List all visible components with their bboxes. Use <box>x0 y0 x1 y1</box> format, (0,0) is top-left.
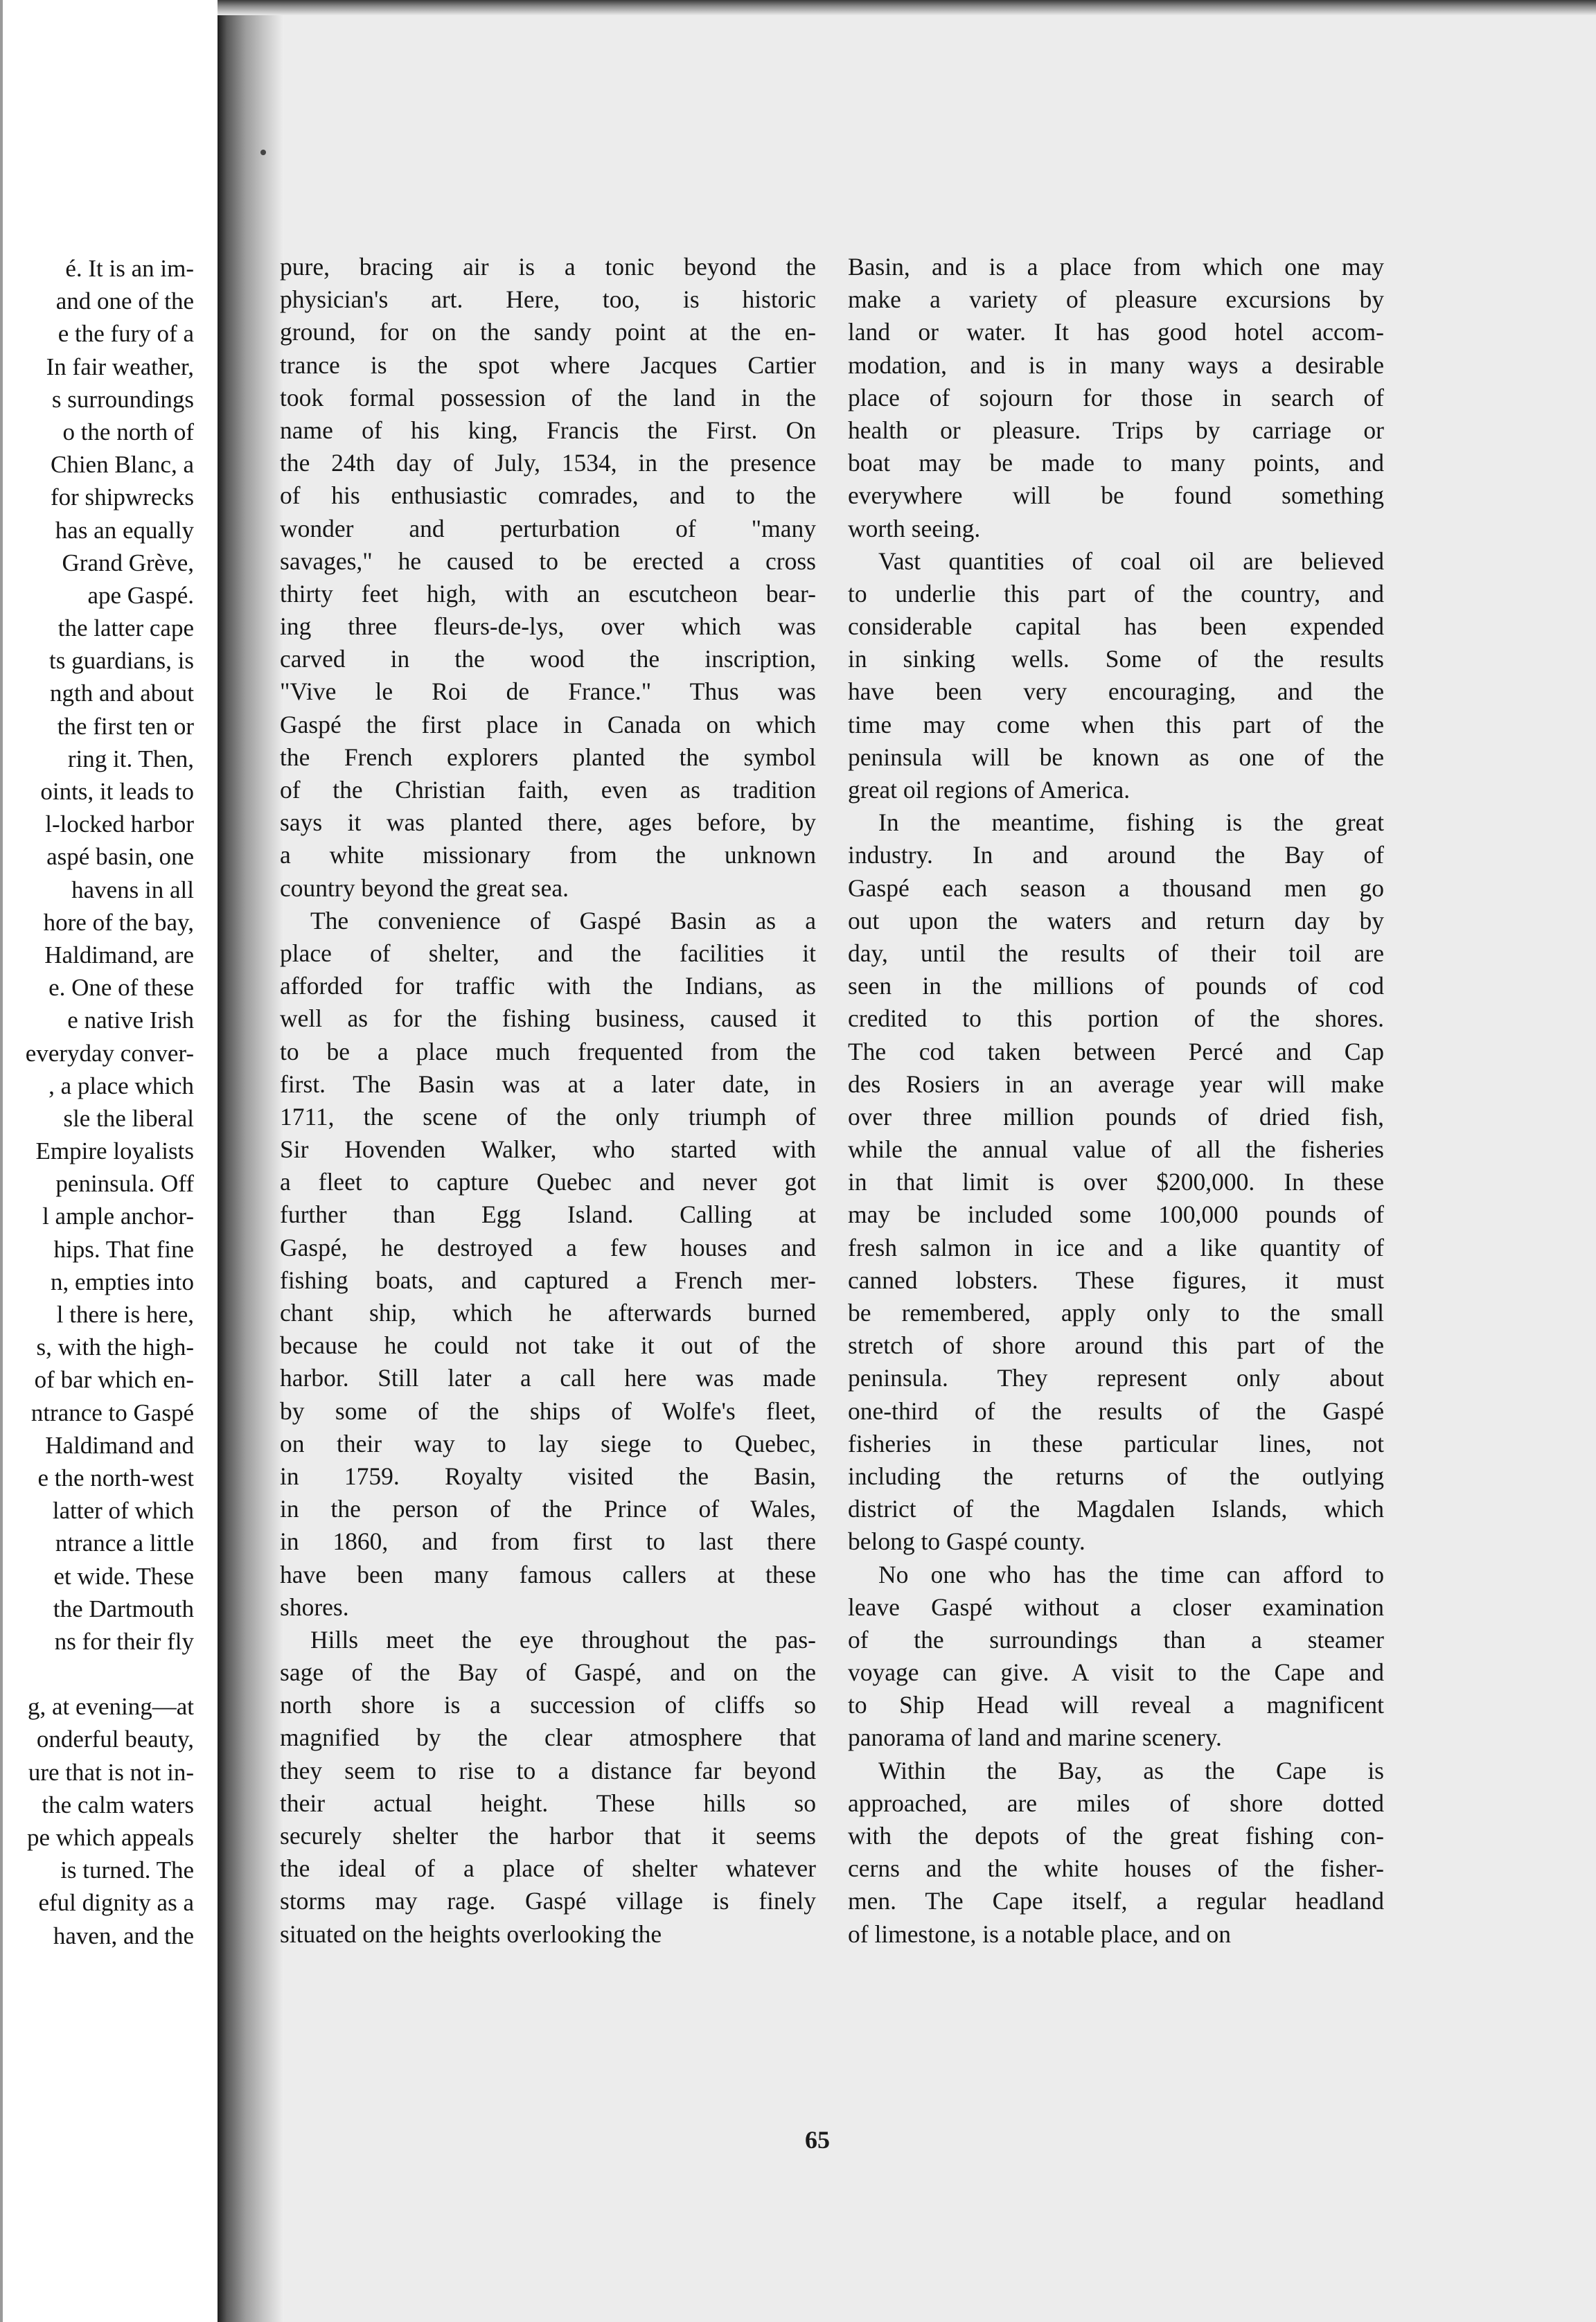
text-line: pe which appeals <box>26 1824 194 1851</box>
text-line: sle the liberal <box>63 1104 194 1132</box>
text-line: in the person of the Prince of Wales, <box>280 1495 816 1523</box>
text-line: e. One of these <box>48 974 194 1002</box>
text-line: cerns and the white houses of the fisher- <box>848 1854 1384 1883</box>
text-line: the ideal of a place of shelter whatever <box>280 1854 816 1883</box>
text-line: Gaspé the first place in Canada on which <box>280 710 816 738</box>
page-speck <box>260 150 266 155</box>
text-line: hore of the bay, <box>43 908 194 936</box>
text-line: Within the Bay, as the Cape is <box>878 1756 1384 1784</box>
text-line: carved in the wood the inscription, <box>280 645 816 673</box>
text-line: by some of the ships of Wolfe's fleet, <box>280 1397 816 1425</box>
text-line: ntrance to Gaspé <box>30 1399 194 1426</box>
text-line: have been many famous callers at these <box>280 1560 816 1588</box>
text-line: in sinking wells. Some of the results <box>848 645 1384 673</box>
text-line: peninsula will be known as one of the <box>848 743 1384 771</box>
text-line: hips. That fine <box>53 1235 194 1263</box>
text-line: Basin, and is a place from which one may <box>848 253 1384 281</box>
text-line: north shore is a succession of cliffs so <box>280 1691 816 1719</box>
text-line: great oil regions of America. <box>848 776 1130 804</box>
text-line: s, with the high- <box>36 1333 194 1361</box>
text-line: Grand Grève, <box>62 549 194 576</box>
text-line: credited to this portion of the shores. <box>848 1004 1384 1033</box>
text-line: latter of which <box>52 1497 194 1525</box>
text-line: Gaspé each season a thousand men go <box>848 874 1384 902</box>
text-line: e the fury of a <box>57 320 194 348</box>
text-line: while the annual value of all the fisheries <box>848 1135 1384 1164</box>
text-line: in 1759. Royalty visited the Basin, <box>280 1462 816 1490</box>
text-line: make a variety of pleasure excursions by <box>848 285 1384 314</box>
text-line: physician's art. Here, too, is historic <box>280 285 816 314</box>
text-line: health or pleasure. Trips by carriage or <box>848 416 1384 444</box>
text-line: sage of the Bay of Gaspé, and on the <box>280 1658 816 1687</box>
text-line: of limestone, is a notable place, and on <box>848 1920 1232 1948</box>
text-line: their actual height. These hills so <box>280 1789 816 1817</box>
text-line: in that limit is over $200,000. In these <box>848 1168 1384 1196</box>
text-line: one-third of the results of the Gaspé <box>848 1397 1384 1425</box>
text-line: they seem to rise to a distance far beyond <box>280 1756 816 1784</box>
text-line <box>0 1658 194 1690</box>
text-line: everyday conver- <box>25 1039 194 1067</box>
text-line: afforded for traffic with the Indians, as <box>280 972 816 1000</box>
text-line: ground, for on the sandy point at the en- <box>280 318 816 346</box>
text-line: stretch of shore around this part of the <box>848 1331 1384 1360</box>
text-line: Sir Hovenden Walker, who started with <box>280 1135 816 1164</box>
text-line: of the Christian faith, even as tradition <box>280 776 816 804</box>
text-line: boat may be made to many points, and <box>848 449 1384 477</box>
text-line: g, at evening—at <box>27 1693 194 1721</box>
center-text-column <box>280 251 816 1951</box>
text-line: harbor. Still later a call here was made <box>280 1364 816 1392</box>
text-line: took formal possession of the land in the <box>280 383 816 411</box>
text-line: Hills meet the eye throughout the pas- <box>310 1625 816 1654</box>
text-line: including the returns of the outlying <box>848 1462 1384 1490</box>
text-line: over three million pounds of dried fish, <box>848 1102 1384 1131</box>
text-line: The convenience of Gaspé Basin as a <box>310 906 816 934</box>
text-line: Gaspé, he destroyed a few houses and <box>280 1233 816 1261</box>
text-line: aspé basin, one <box>46 843 194 871</box>
text-line: securely shelter the harbor that it seems <box>280 1822 816 1850</box>
text-line: considerable capital has been expended <box>848 612 1384 641</box>
text-line: has an equally <box>55 516 194 544</box>
page-top-edge <box>218 0 1596 15</box>
text-line: "Vive le Roi de France." Thus was <box>280 677 816 706</box>
book-gutter <box>218 0 284 2322</box>
text-line: Haldimand, are <box>44 941 194 968</box>
text-line: ape Gaspé. <box>87 581 194 609</box>
text-line: district of the Magdalen Islands, which <box>848 1495 1384 1523</box>
text-line: e the north-west <box>37 1464 194 1491</box>
text-line: of bar which en- <box>34 1366 194 1394</box>
text-line: time may come when this part of the <box>848 710 1384 738</box>
text-line: é. It is an im- <box>65 255 194 282</box>
text-line: In the meantime, fishing is the great <box>878 808 1384 837</box>
text-line: a white missionary from the unknown <box>280 841 816 869</box>
text-line: eful dignity as a <box>38 1889 194 1917</box>
text-line: seen in the millions of pounds of cod <box>848 972 1384 1000</box>
text-line: In fair weather, <box>46 353 194 380</box>
text-line: e native Irish <box>67 1007 194 1034</box>
text-line: belong to Gaspé county. <box>848 1527 1085 1556</box>
text-line: fresh salmon in ice and a like quantity of <box>848 1233 1384 1261</box>
text-line: ure that is not in- <box>28 1758 194 1786</box>
text-line: of his enthusiastic comrades, and to the <box>280 481 816 510</box>
text-line: approached, are miles of shore dotted <box>848 1789 1384 1817</box>
text-line: , a place which <box>48 1072 194 1099</box>
left-page <box>0 0 218 2322</box>
text-line: fisheries in these particular lines, not <box>848 1429 1384 1457</box>
text-line: day, until the results of their toil are <box>848 939 1384 967</box>
text-line: s surroundings <box>51 385 194 413</box>
text-line: wonder and perturbation of "many <box>280 514 816 542</box>
text-line: first. The Basin was at a later date, in <box>280 1070 816 1098</box>
right-page <box>280 15 1596 2322</box>
text-line: to be a place much frequented from the <box>280 1037 816 1065</box>
text-line: ntrance a little <box>55 1530 194 1557</box>
text-line: pure, bracing air is a tonic beyond the <box>280 253 816 281</box>
text-line: fishing boats, and captured a French mer- <box>280 1266 816 1294</box>
text-line: savages," he caused to be erected a cross <box>280 547 816 575</box>
text-line: ts guardians, is <box>48 647 194 675</box>
text-line: of the surroundings than a steamer <box>848 1625 1384 1654</box>
text-line: l ample anchor- <box>42 1203 194 1230</box>
text-line: on their way to lay siege to Quebec, <box>280 1429 816 1457</box>
text-line: voyage can give. A visit to the Cape and <box>848 1658 1384 1687</box>
text-line: panorama of land and marine scenery. <box>848 1723 1222 1752</box>
text-line: the Dartmouth <box>53 1595 194 1622</box>
text-line: the 24th day of July, 1534, in the presence <box>280 449 816 477</box>
text-line: shores. <box>280 1593 349 1621</box>
text-line: name of his king, Francis the First. On <box>280 416 816 444</box>
text-line: for shipwrecks <box>50 484 194 511</box>
text-line: The cod taken between Percé and Cap <box>848 1037 1384 1065</box>
text-line: canned lobsters. These figures, it must <box>848 1266 1384 1294</box>
text-line: trance is the spot where Jacques Cartier <box>280 351 816 379</box>
left-page-text-column <box>0 252 194 1952</box>
text-line: the calm waters <box>42 1791 194 1818</box>
text-line: magnified by the clear atmosphere that <box>280 1723 816 1752</box>
text-line: well as for the fishing business, caused it <box>280 1004 816 1033</box>
text-line: des Rosiers in an average year will make <box>848 1070 1384 1098</box>
text-line: Empire loyalists <box>35 1137 194 1165</box>
text-line: a fleet to capture Quebec and never got <box>280 1168 816 1196</box>
text-line: n, empties into <box>50 1268 194 1295</box>
text-line: further than Egg Island. Calling at <box>280 1200 816 1229</box>
text-line: l-locked harbor <box>45 810 194 838</box>
text-line: ngth and about <box>49 680 194 707</box>
text-line: peninsula. Off <box>55 1170 194 1198</box>
right-text-column <box>848 251 1384 1951</box>
text-line: says it was planted there, ages before, by <box>280 808 816 837</box>
text-line: Vast quantities of coal oil are believed <box>878 547 1384 575</box>
text-line: be remembered, apply only to the small <box>848 1299 1384 1327</box>
text-line: place of shelter, and the facilities it <box>280 939 816 967</box>
text-line: o the north of <box>62 418 194 445</box>
text-line: oints, it leads to <box>40 778 194 805</box>
text-line: country beyond the great sea. <box>280 874 569 902</box>
text-line: chant ship, which he afterwards burned <box>280 1299 816 1327</box>
text-line: No one who has the time can afford to <box>878 1560 1384 1588</box>
text-line: the first ten or <box>57 712 194 740</box>
text-line: men. The Cape itself, a regular headland <box>848 1887 1384 1915</box>
text-line: to underlie this part of the country, and <box>848 579 1384 608</box>
text-line: leave Gaspé without a closer examination <box>848 1593 1384 1621</box>
text-line: the French explorers planted the symbol <box>280 743 816 771</box>
text-line: and one of the <box>55 287 194 315</box>
text-line: Chien Blanc, a <box>50 451 194 479</box>
text-line: situated on the heights overlooking the <box>280 1920 662 1948</box>
text-line: thirty feet high, with an escutcheon bear- <box>280 579 816 608</box>
text-line: Haldimand and <box>45 1431 194 1459</box>
text-line: is turned. The <box>60 1856 194 1884</box>
text-line: ing three fleurs-de-lys, over which was <box>280 612 816 641</box>
text-line: ring it. Then, <box>67 745 194 772</box>
page-number: 65 <box>805 2126 830 2154</box>
text-line: storms may rage. Gaspé village is finely <box>280 1887 816 1915</box>
text-line: et wide. These <box>53 1562 194 1590</box>
text-line: modation, and is in many ways a desirable <box>848 351 1384 379</box>
text-line: place of sojourn for those in search of <box>848 383 1384 411</box>
text-line: haven, and the <box>53 1922 194 1949</box>
text-line: may be included some 100,000 pounds of <box>848 1200 1384 1229</box>
text-line: industry. In and around the Bay of <box>848 841 1384 869</box>
text-line: everywhere will be found something <box>848 481 1384 510</box>
text-line: ns for their fly <box>54 1627 194 1655</box>
text-line: onderful beauty, <box>36 1726 194 1753</box>
text-line: have been very encouraging, and the <box>848 677 1384 706</box>
text-line: in 1860, and from first to last there <box>280 1527 816 1556</box>
text-line: l there is here, <box>56 1301 194 1328</box>
text-line: land or water. It has good hotel accom- <box>848 318 1384 346</box>
text-line: the latter cape <box>57 614 194 642</box>
text-line: out upon the waters and return day by <box>848 906 1384 934</box>
text-line: 1711, the scene of the only triumph of <box>280 1102 816 1131</box>
text-line: worth seeing. <box>848 514 981 542</box>
text-line: with the depots of the great fishing con- <box>848 1822 1384 1850</box>
text-line: peninsula. They represent only about <box>848 1364 1384 1392</box>
text-line: to Ship Head will reveal a magnificent <box>848 1691 1384 1719</box>
text-line: because he could not take it out of the <box>280 1331 816 1360</box>
text-line: havens in all <box>71 876 194 903</box>
